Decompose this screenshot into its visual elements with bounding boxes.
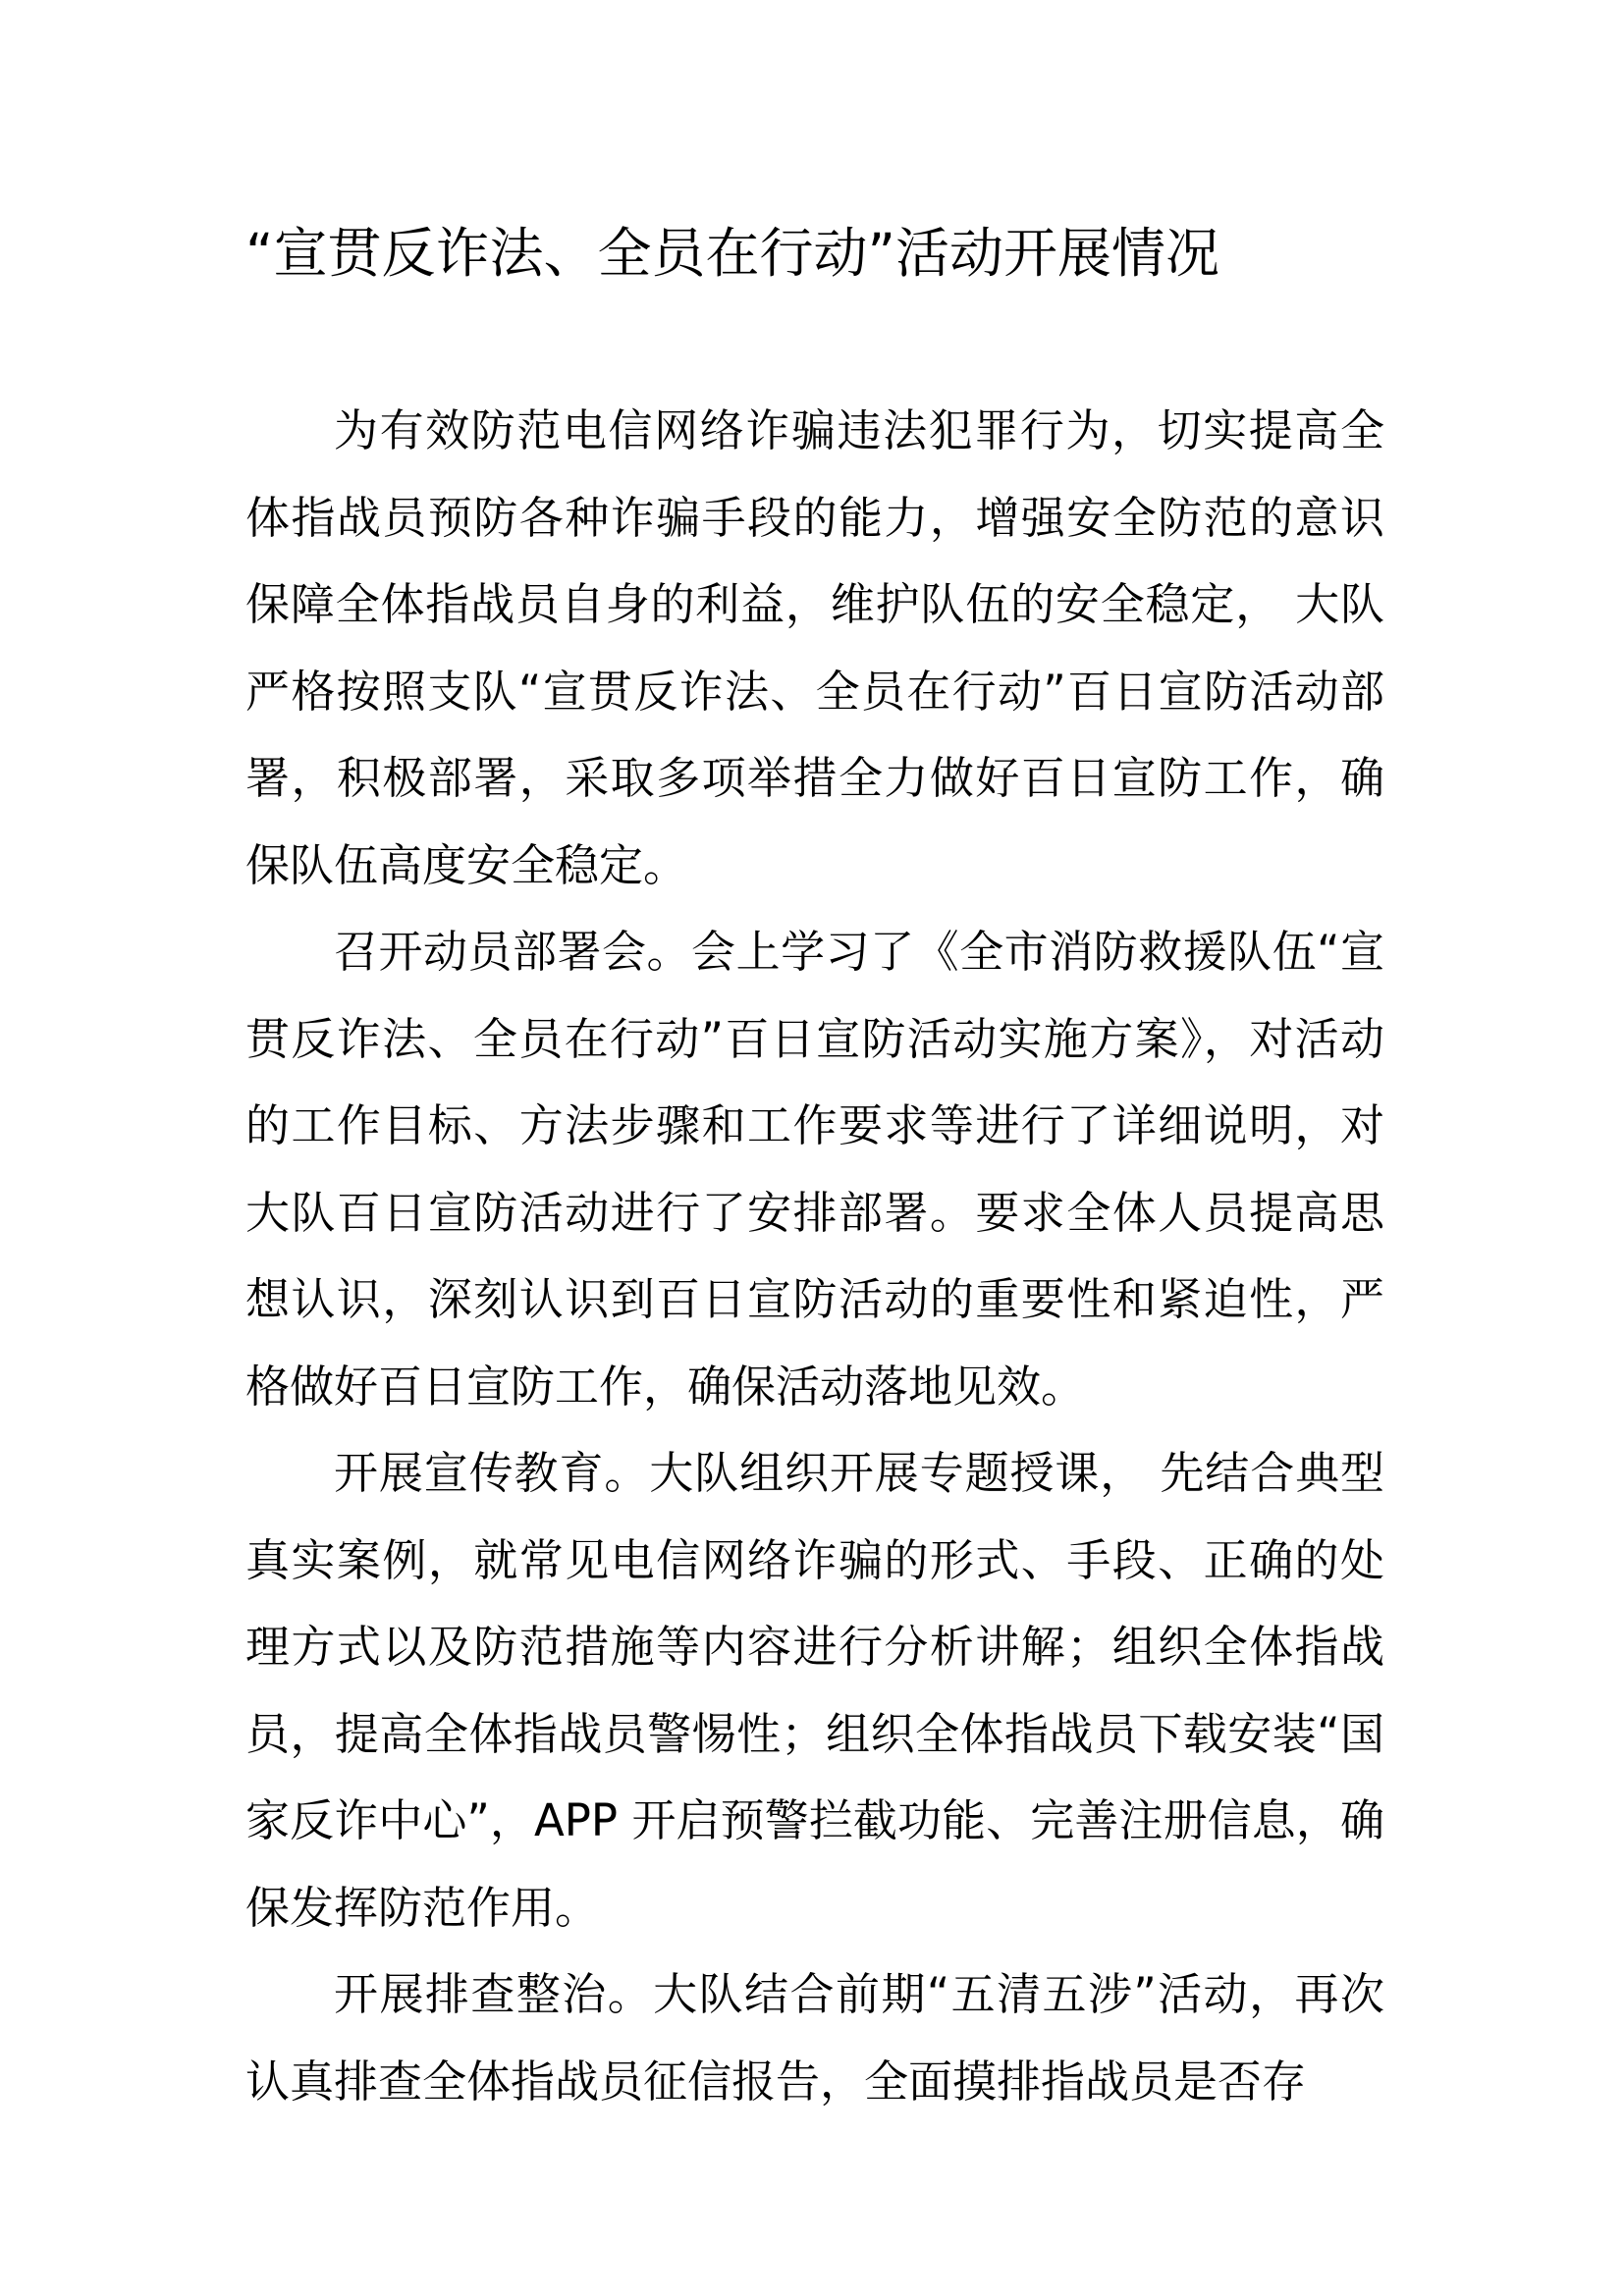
paragraph-mobilization-meeting: 召开动员部署会。会上学习了《全市消防救援队伍“宣贯反诈法、全员在行动”百日宣防活动实施方案》，对活动的工作目标、方法步骤和工作要求等进行了详细说明，对大队百日宣防活动进行了安排部署。要求全体人员提高思想认识，深刻认识到百日宣防活动的重要性和紧迫性，严格做好百日宣防工作，确保活动落地见效。 [245, 926, 1384, 1413]
document-title: “宣贯反诈法、全员在行动”活动开展情况 [245, 222, 1219, 285]
document-body [245, 388, 1384, 2125]
paragraph-publicity-education: 开展宣传教育。大队组织开展专题授课， 先结合典型真实案例，就常见电信网络诈骗的形式、手段、正确的处理方式以及防范措施等内容进行分析讲解；组织全体指战员，提高全体指战员警惕性；组织全体指战员下载安装“国家反诈中心”，APP 开启预警拦截功能、完善注册信息，确保发挥防范作用。 [245, 1447, 1384, 1934]
paragraph-inspection: 开展排查整治。大队结合前期“五清五涉”活动，再次认真排查全体指战员征信报告，全面摸排指战员是否存 [245, 1968, 1384, 2108]
paragraph-intro: 为有效防范电信网络诈骗违法犯罪行为，切实提高全体指战员预防各种诈骗手段的能力，增强安全防范的意识保障全体指战员自身的利益，维护队伍的安全稳定， 大队严格按照支队“宣贯反诈法、全员在行动”百日宣防活动部署，积极部署，采取多项举措全力做好百日宣防工作，确保队伍高度安全稳定。 [245, 404, 1384, 891]
